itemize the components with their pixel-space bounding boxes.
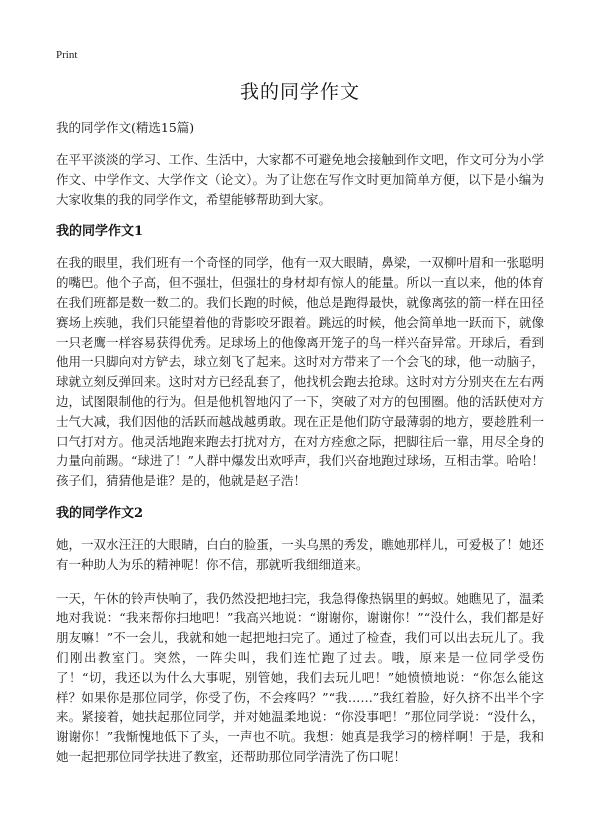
section-paragraph: 她，一双水汪汪的大眼睛，白白的脸蛋，一头乌黑的秀发，瞧她那样儿，可爱极了！她还有一种助人为乐的精神呢！你不信，那就听我细细道来。: [56, 536, 544, 572]
section-heading: 我的同学作文2: [56, 505, 144, 521]
article-subtitle: 我的同学作文(精选15篇): [56, 120, 195, 135]
article-body: [56, 120, 544, 781]
section-heading: 我的同学作文1: [56, 224, 144, 240]
page-title: 我的同学作文: [239, 81, 360, 103]
print-label[interactable]: Print: [56, 49, 78, 61]
section-paragraph: 在我的眼里，我们班有一个奇怪的同学，他有一双大眼睛，鼻梁，一双柳叶眉和一张聪明的嘴巴。他个子高，但不强壮，但强壮的身材却有惊人的能量。所以一直以来，他的体育在我们班都是数一数二的。我们长跑的时候，他总是跑得最快，就像离弦的箭一样在田径赛场上疾驰，我们只能望着他的背影咬牙跟着。跳远的时候，他会简单地一跃而下，就像一只老鹰一样容易获得优秀。足球场上的他像离开笼子的鸟一样兴奋异常。开球后，看到他用一只脚向对方铲去，球立刻飞了起来。这时对方带来了一个会飞的球，他一动脑子，球就立刻反弹回来。这时对方已经乱套了，他找机会跑去抢球。这时对方分别夹在左右两边，试图限制他的行为。但是他机智地闪了一下，突破了对方的包围圈。他的活跃使对方士气大减，我们因他的活跃而越战越勇敢。现在正是他们防守最薄弱的地方，要趁胜利一口气打对方。他灵活地跑来跑去打扰对方，在对方痊愈之际，把脚往后一靠，用尽全身的力量向前踢。“球进了！”人群中爆发出欢呼声，我们兴奋地跑过球场，互相击掌。哈哈！孩子们，猜猜他是谁？是的，他就是赵子浩！: [56, 255, 544, 489]
section-paragraph: 一天，午休的铃声快响了，我仍然没把地扫完，我急得像热锅里的蚂蚁。她瞧见了，温柔地对我说：“我来帮你扫地吧！”我高兴地说：“谢谢你，谢谢你！”“没什么，我们都是好朋友嘛！”不一会儿，我就和她一起把地扫完了。通过了检查，我们可以出去玩儿了。我们刚出教室门。突然，一阵尖叫，我们连忙跑了过去。哦，原来是一位同学受伤了！“切，我还以为什么大事呢，别管她，我们去玩儿吧！”她愤愤地说：“你怎么能这样？如果你是那位同学，你受了伤，不会疼吗？”“我……”我红着脸，好久挤不出半个字来。紧接着，她扶起那位同学，并对她温柔地说：“你没事吧！”那位同学说：“没什么，谢谢你！”我惭愧地低下了头，一声也不吭。我想：她真是我学习的榜样啊！于是，我和她一起把那位同学扶进了教室，还帮助那位同学清洗了伤口呢！: [56, 590, 544, 764]
intro-paragraph: 在平平淡淡的学习、工作、生活中，大家都不可避免地会接触到作文吧，作文可分为小学作文、中学作文、大学作文（论文）。为了让您在写作文时更加简单方便，以下是小编为大家收集的我的同学作文，希望能够帮助到大家。: [56, 152, 544, 207]
